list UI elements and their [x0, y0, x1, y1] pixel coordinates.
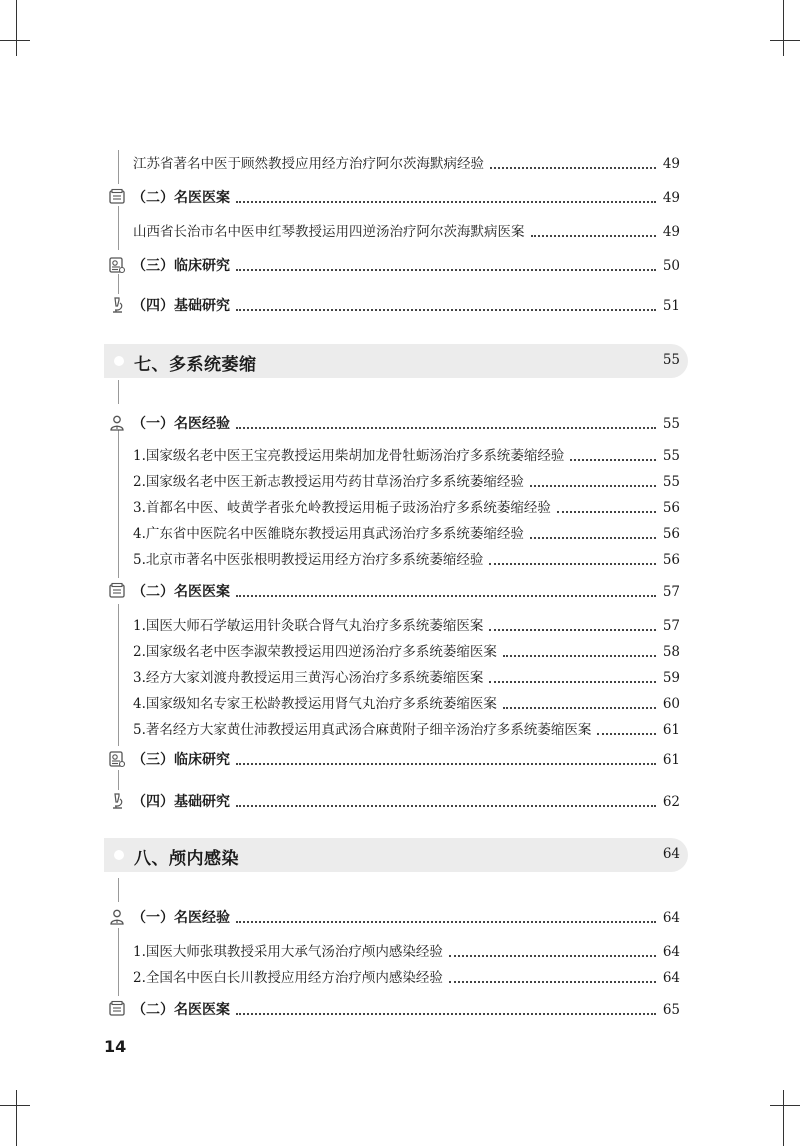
dot-leader — [236, 1013, 656, 1015]
toc-entry-row[interactable] — [0, 966, 800, 988]
dot-leader — [236, 921, 656, 923]
toc-entry-page: 55 — [662, 448, 680, 464]
toc-entry-row[interactable] — [0, 692, 800, 714]
toc-entry — [133, 220, 660, 242]
toc-entry-title: 3.经方大家刘渡舟教授运用三黄泻心汤治疗多系统萎缩医案 — [133, 670, 484, 686]
toc-entry-page: 62 — [662, 794, 680, 810]
toc-entry-page: 57 — [662, 584, 680, 600]
toc-entry-page: 55 — [662, 416, 680, 432]
crop-mark — [783, 1090, 784, 1146]
crop-mark — [0, 40, 30, 41]
section-title: 七、多系统萎缩 — [134, 355, 257, 375]
toc-entry-title: 4.国家级知名专家王松龄教授运用肾气丸治疗多系统萎缩医案 — [133, 696, 497, 712]
crop-mark — [770, 40, 800, 41]
book-icon — [108, 582, 126, 600]
toc-entry-row[interactable] — [0, 496, 800, 518]
dot-leader — [503, 707, 656, 709]
toc-entry-title: 江苏省著名中医于顾然教授应用经方治疗阿尔茨海默病经验 — [133, 156, 484, 172]
toc-entry — [133, 718, 660, 740]
toc-entry-page: 55 — [662, 474, 680, 490]
toc-entry-row[interactable] — [0, 940, 800, 962]
toc-subsection-row[interactable] — [0, 412, 800, 434]
toc-entry-page: 57 — [662, 618, 680, 634]
toc-entry — [133, 496, 660, 518]
toc-entry — [133, 666, 660, 688]
toc-entry — [133, 548, 660, 570]
dot-leader — [489, 629, 656, 631]
toc-entry-page: 56 — [662, 552, 680, 568]
toc-entry — [133, 940, 660, 962]
section-page: 55 — [662, 352, 680, 368]
crop-mark — [16, 0, 17, 56]
page-number: 14 — [104, 1037, 127, 1056]
toc-entry-page: 64 — [662, 910, 680, 926]
toc-entry-title: 4.广东省中医院名中医雒晓东教授运用真武汤治疗多系统萎缩经验 — [133, 526, 524, 542]
toc-entry-row[interactable] — [0, 614, 800, 636]
toc-subsection-row[interactable] — [0, 254, 800, 276]
dot-leader — [236, 427, 656, 429]
toc-entry-page: 49 — [662, 224, 680, 240]
section-header[interactable] — [104, 344, 688, 378]
toc-subsection-row[interactable] — [0, 186, 800, 208]
crop-mark — [783, 0, 784, 56]
doctor-icon — [108, 908, 126, 926]
toc-entry-title: 5.北京市著名中医张根明教授运用经方治疗多系统萎缩经验 — [133, 552, 484, 568]
dot-leader — [531, 235, 657, 237]
toc-entry-row[interactable] — [0, 470, 800, 492]
toc-entry — [132, 580, 660, 602]
toc-entry-title: （二）名医医案 — [132, 190, 230, 206]
toc-entry-title: 2.全国名中医白长川教授应用经方治疗颅内感染经验 — [133, 970, 443, 986]
toc-entry-page: 64 — [662, 944, 680, 960]
toc-entry-row[interactable] — [0, 666, 800, 688]
toc-entry-row[interactable] — [0, 548, 800, 570]
toc-entry-row[interactable] — [0, 522, 800, 544]
toc-entry — [132, 294, 660, 316]
toc-entry-page: 58 — [662, 644, 680, 660]
toc-subsection-row[interactable] — [0, 998, 800, 1020]
toc-entry-title: （四）基础研究 — [132, 794, 230, 810]
toc-entry-title: 1.国医大师张琪教授采用大承气汤治疗颅内感染经验 — [133, 944, 443, 960]
toc-entry-page: 65 — [662, 1002, 680, 1018]
dot-leader — [503, 655, 656, 657]
dot-leader — [236, 805, 656, 807]
crop-mark — [770, 1105, 800, 1106]
toc-subsection-row[interactable] — [0, 906, 800, 928]
toc-entry — [133, 522, 660, 544]
microscope-icon — [108, 296, 126, 314]
crop-mark — [0, 1105, 30, 1106]
connector-line — [118, 770, 119, 790]
toc-entry-title: 3.首都名中医、岐黄学者张允岭教授运用栀子豉汤治疗多系统萎缩经验 — [133, 500, 551, 516]
dot-leader — [236, 763, 656, 765]
toc-entry-title: （三）临床研究 — [132, 258, 230, 274]
toc-entry — [132, 186, 660, 208]
toc-entry-page: 64 — [662, 970, 680, 986]
toc-entry — [133, 444, 660, 466]
toc-entry — [133, 470, 660, 492]
toc-entry — [133, 966, 660, 988]
connector-line — [118, 274, 119, 294]
toc-entry-title: 2.国家级名老中医王新志教授运用芍药甘草汤治疗多系统萎缩经验 — [133, 474, 524, 490]
toc-entry-page: 50 — [662, 258, 680, 274]
toc-entry-title: 1.国家级名老中医王宝亮教授运用柴胡加龙骨牡蛎汤治疗多系统萎缩经验 — [133, 448, 565, 464]
dot-leader — [236, 269, 656, 271]
dot-leader — [449, 955, 656, 957]
book-icon — [108, 188, 126, 206]
toc-entry-row[interactable] — [0, 718, 800, 740]
section-title: 八、颅内感染 — [134, 849, 239, 869]
dot-leader — [490, 167, 656, 169]
dot-leader — [570, 459, 656, 461]
bullet-dot — [114, 356, 124, 366]
crop-mark — [16, 1090, 17, 1146]
toc-entry-title: （一）名医经验 — [132, 910, 230, 926]
dot-leader — [449, 981, 656, 983]
toc-entry-page: 49 — [662, 156, 680, 172]
dot-leader — [489, 563, 656, 565]
toc-entry-title: （二）名医医案 — [132, 584, 230, 600]
toc-entry — [132, 748, 660, 770]
connector-line — [118, 878, 119, 902]
dot-leader — [530, 485, 656, 487]
toc-entry — [132, 254, 660, 276]
toc-entry-title: 山西省长治市名中医申红琴教授运用四逆汤治疗阿尔茨海默病医案 — [133, 224, 525, 240]
dot-leader — [489, 681, 656, 683]
microscope-icon — [108, 792, 126, 810]
toc-entry-title: （四）基础研究 — [132, 298, 230, 314]
report-icon — [108, 750, 126, 768]
section-header[interactable] — [104, 838, 688, 872]
toc-entry-page: 61 — [662, 722, 680, 738]
toc-entry — [132, 790, 660, 812]
toc-entry-title: （二）名医医案 — [132, 1002, 230, 1018]
toc-entry-page: 49 — [662, 190, 680, 206]
toc-entry-title: （三）临床研究 — [132, 752, 230, 768]
toc-entry-row[interactable] — [0, 444, 800, 466]
toc-entry — [133, 614, 660, 636]
toc-entry-page: 60 — [662, 696, 680, 712]
toc-entry-row[interactable] — [0, 152, 800, 174]
connector-line — [118, 380, 119, 404]
toc-subsection-row[interactable] — [0, 790, 800, 812]
report-icon — [108, 256, 126, 274]
bullet-dot — [114, 850, 124, 860]
toc-entry-row[interactable] — [0, 220, 800, 242]
dot-leader — [236, 595, 656, 597]
toc-entry-page: 59 — [662, 670, 680, 686]
section-page: 64 — [662, 846, 680, 862]
toc-entry-title: 2.国家级名老中医李淑荣教授运用四逆汤治疗多系统萎缩医案 — [133, 644, 497, 660]
toc-entry — [132, 906, 660, 928]
toc-entry — [133, 640, 660, 662]
toc-entry — [132, 998, 660, 1020]
toc-entry — [132, 412, 660, 434]
dot-leader — [530, 537, 656, 539]
toc-entry — [133, 152, 660, 174]
toc-entry-row[interactable] — [0, 640, 800, 662]
toc-entry-page: 51 — [662, 298, 680, 314]
toc-entry — [133, 692, 660, 714]
dot-leader — [557, 511, 656, 513]
toc-entry-page: 61 — [662, 752, 680, 768]
toc-subsection-row[interactable] — [0, 580, 800, 602]
toc-subsection-row[interactable] — [0, 294, 800, 316]
dot-leader — [236, 309, 656, 311]
toc-entry-page: 56 — [662, 500, 680, 516]
book-icon — [108, 1000, 126, 1018]
dot-leader — [236, 201, 656, 203]
toc-subsection-row[interactable] — [0, 748, 800, 770]
doctor-icon — [108, 414, 126, 432]
toc-entry-page: 56 — [662, 526, 680, 542]
toc-entry-title: 1.国医大师石学敏运用针灸联合肾气丸治疗多系统萎缩医案 — [133, 618, 484, 634]
toc-entry-title: 5.著名经方大家黄仕沛教授运用真武汤合麻黄附子细辛汤治疗多系统萎缩医案 — [133, 722, 592, 738]
dot-leader — [597, 733, 656, 735]
toc-entry-title: （一）名医经验 — [132, 416, 230, 432]
